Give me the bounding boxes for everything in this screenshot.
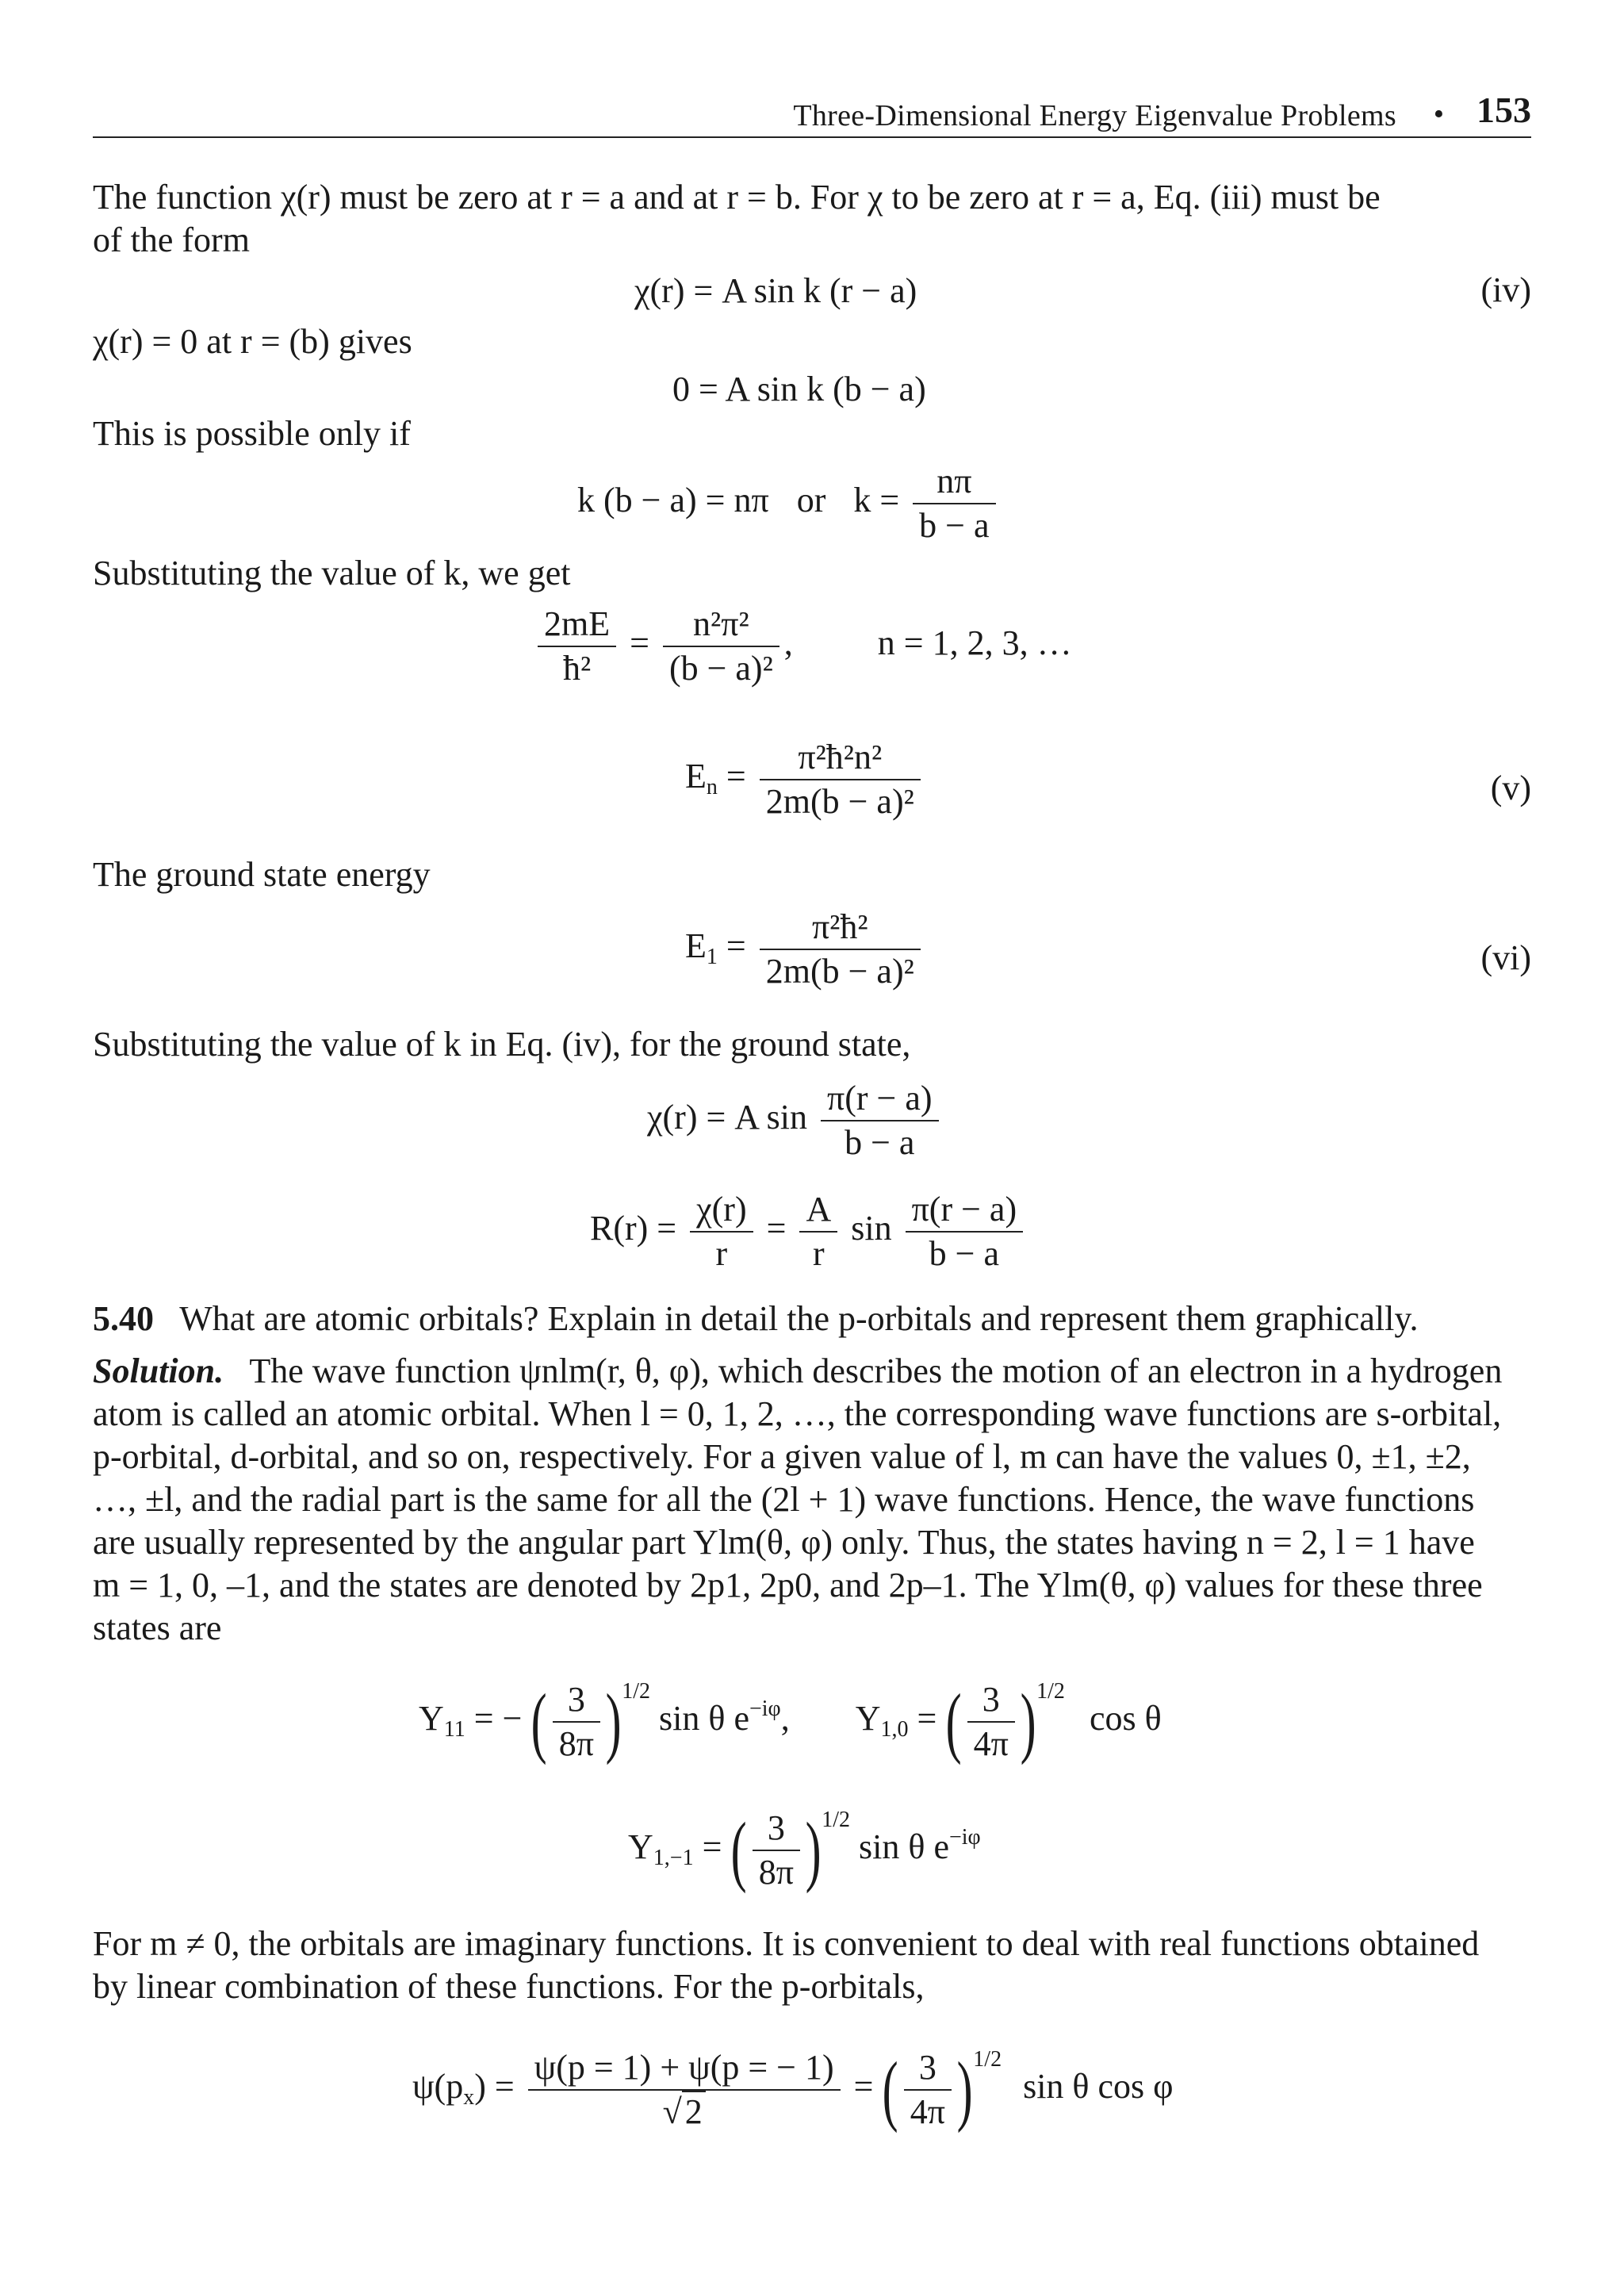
fraction [799, 1188, 837, 1275]
fraction [906, 1188, 1024, 1275]
numerator: π(r − a) [821, 1077, 939, 1121]
equation-text: , [780, 1699, 790, 1738]
subscript: 1,−1 [653, 1846, 694, 1870]
equation-text: = [630, 623, 649, 663]
superscript: −iφ [948, 1825, 981, 1850]
fraction [760, 906, 921, 993]
equation-px [412, 2038, 1174, 2134]
equation-text: R(r) = [590, 1209, 677, 1248]
equation-energy-relation [533, 603, 1072, 690]
equation-text: n = 1, 2, 3, … [877, 623, 1072, 663]
equation-y11-y10 [419, 1670, 1162, 1766]
numerator: π(r − a) [906, 1188, 1024, 1233]
equation-text: k (b − a) = nπ [577, 481, 769, 520]
denominator: b − a [919, 506, 990, 545]
equation-text: Y [855, 1699, 881, 1738]
right-paren: ) [805, 1805, 822, 1894]
equation-text: Y [628, 1827, 653, 1866]
numerator: ψ(p = 1) + ψ(p = − 1) [528, 2046, 841, 2091]
left-paren: ( [883, 2045, 899, 2134]
equation-text: sin θ e [659, 1699, 749, 1738]
numerator: 3 [553, 1678, 600, 1723]
equation-text: ) = [474, 2067, 515, 2106]
numerator: π²ħ²n² [760, 736, 921, 780]
equation-y1m1 [628, 1799, 981, 1894]
denominator: (b − a)² [668, 649, 773, 688]
denominator: ħ² [562, 649, 592, 688]
subscript: 1 [706, 945, 718, 970]
denominator: 8π [558, 1723, 594, 1763]
fraction [690, 1188, 753, 1275]
numerator: π²ħ² [760, 906, 921, 950]
fraction [553, 1678, 600, 1766]
subscript: 11 [443, 1717, 465, 1742]
left-paren: ( [731, 1805, 748, 1894]
denominator: r [813, 1234, 825, 1273]
denominator: 2m(b − a)² [765, 952, 914, 991]
paragraph-line: by linear combination of these functions. For the p-orbitals, [93, 1967, 925, 2006]
superscript: 1/2 [822, 1808, 851, 1832]
numerator: n²π² [663, 603, 779, 647]
solution-label: Solution. [93, 1351, 224, 1390]
subscript: x [463, 2085, 475, 2110]
fraction [821, 1077, 939, 1164]
problem-statement [93, 1298, 1531, 1340]
paragraph-line: Substituting the value of k, we get [93, 554, 571, 592]
subscript: n [706, 775, 718, 800]
denominator: 8π [758, 1852, 794, 1892]
denominator: b − a [929, 1234, 1000, 1273]
fraction [913, 460, 995, 547]
equation-text: or [796, 481, 826, 520]
paragraph-line: For m ≠ 0, the orbitals are imaginary functions. It is convenient to deal with real functions obtained [93, 1924, 1480, 1963]
equation-zero: 0 = A sin k (b − a) [672, 370, 926, 408]
superscript: 1/2 [1036, 1679, 1065, 1704]
numerator: nπ [913, 460, 995, 504]
paragraph-line: The ground state energy [93, 855, 431, 894]
paragraph-line: This is possible only if [93, 414, 411, 453]
equation-vi [685, 906, 925, 993]
page-number: 153 [1477, 90, 1531, 130]
subscript: 1,0 [880, 1717, 909, 1742]
fraction [967, 1678, 1015, 1766]
header-bullet: • [1433, 98, 1444, 131]
solution-text: The wave function ψnlm(r, θ, φ), which describes the motion of an electron in a hydrogen [249, 1351, 1503, 1390]
denominator: √2 [528, 2091, 841, 2134]
equation-chi [647, 1077, 944, 1164]
paragraph-line: The function χ(r) must be zero at r = a and at r = b. For χ to be zero at r = a, Eq. (iii) must be [93, 178, 1381, 217]
equation-text: Y [419, 1699, 444, 1738]
numerator: 3 [967, 1678, 1015, 1723]
fraction [663, 603, 779, 690]
paragraph-line: …, ±l, and the radial part is the same for all the (2l + 1) wave functions. Hence, the wave functions [93, 1480, 1475, 1519]
equation-text: E [685, 757, 707, 796]
equation-radial [590, 1188, 1028, 1275]
running-header [93, 89, 1531, 138]
equation-text: = [766, 1209, 787, 1248]
right-paren: ) [605, 1677, 622, 1766]
equation-text: sin [851, 1209, 892, 1248]
sqrt-argument: 2 [682, 2091, 706, 2131]
superscript: 1/2 [973, 2047, 1002, 2072]
fraction [528, 2046, 841, 2134]
equation-number: (iv) [1480, 270, 1531, 309]
denominator: 2m(b − a)² [765, 782, 914, 821]
equation-number: (v) [1490, 769, 1531, 807]
equation-text: = [702, 1827, 722, 1866]
numerator: 2mE [538, 603, 616, 647]
paragraph-line: states are [93, 1608, 222, 1647]
running-title: Three-Dimensional Energy Eigenvalue Problems [793, 99, 1396, 132]
equation-text: sin θ e [859, 1827, 949, 1866]
equation-text: = [726, 757, 746, 796]
numerator: 3 [904, 2046, 952, 2091]
equation-text: = − [473, 1699, 523, 1738]
left-paren: ( [531, 1677, 548, 1766]
denominator: 4π [973, 1723, 1009, 1763]
denominator: b − a [845, 1123, 915, 1162]
equation-text: = [853, 2067, 874, 2106]
numerator: 3 [753, 1807, 800, 1851]
equation-iv: χ(r) = A sin k (r − a) [634, 271, 917, 310]
fraction [760, 736, 921, 823]
equation-k [577, 460, 1001, 547]
numerator: A [799, 1188, 837, 1233]
solution-line [93, 1350, 1531, 1393]
denominator: r [715, 1234, 728, 1273]
problem-number: 5.40 [93, 1299, 154, 1338]
numerator: χ(r) [690, 1188, 753, 1233]
left-paren: ( [945, 1677, 962, 1766]
superscript: 1/2 [622, 1679, 651, 1704]
paragraph-line: Substituting the value of k in Eq. (iv), for the ground state, [93, 1025, 911, 1064]
paragraph-line: of the form [93, 220, 250, 259]
equation-text: χ(r) = A sin [647, 1098, 807, 1137]
paragraph-line: atom is called an atomic orbital. When l = 0, 1, 2, …, the corresponding wave functions are s-orbital, [93, 1394, 1502, 1433]
equation-text: , [783, 623, 793, 663]
equation-text: = [726, 926, 746, 966]
equation-text: sin θ cos φ [1023, 2067, 1174, 2106]
equation-text: k = [853, 481, 900, 520]
superscript: −iφ [749, 1696, 781, 1721]
equation-text: = [917, 1699, 937, 1738]
fraction [904, 2046, 952, 2134]
equation-text: ψ(p [412, 2067, 464, 2106]
right-paren: ) [1020, 1677, 1036, 1766]
fraction [753, 1807, 800, 1894]
problem-text: What are atomic orbitals? Explain in detail the p-orbitals and represent them graphically. [179, 1299, 1419, 1338]
fraction [538, 603, 616, 690]
equation-v [685, 736, 925, 823]
paragraph-line: p-orbital, d-orbital, and so on, respectively. For a given value of l, m can have the values 0, ±1, ±2, [93, 1437, 1471, 1476]
right-paren: ) [956, 2045, 973, 2134]
equation-number: (vi) [1480, 938, 1531, 977]
denominator: 4π [910, 2091, 945, 2131]
equation-text: cos θ [1089, 1699, 1162, 1738]
paragraph-line: are usually represented by the angular part Ylm(θ, φ) only. Thus, the states having n = 2, l = 1 have [93, 1523, 1475, 1562]
equation-text: E [685, 926, 707, 966]
paragraph-line: χ(r) = 0 at r = (b) gives [93, 322, 412, 361]
paragraph-line: m = 1, 0, –1, and the states are denoted by 2p1, 2p0, and 2p–1. The Ylm(θ, φ) values for these three [93, 1566, 1483, 1604]
